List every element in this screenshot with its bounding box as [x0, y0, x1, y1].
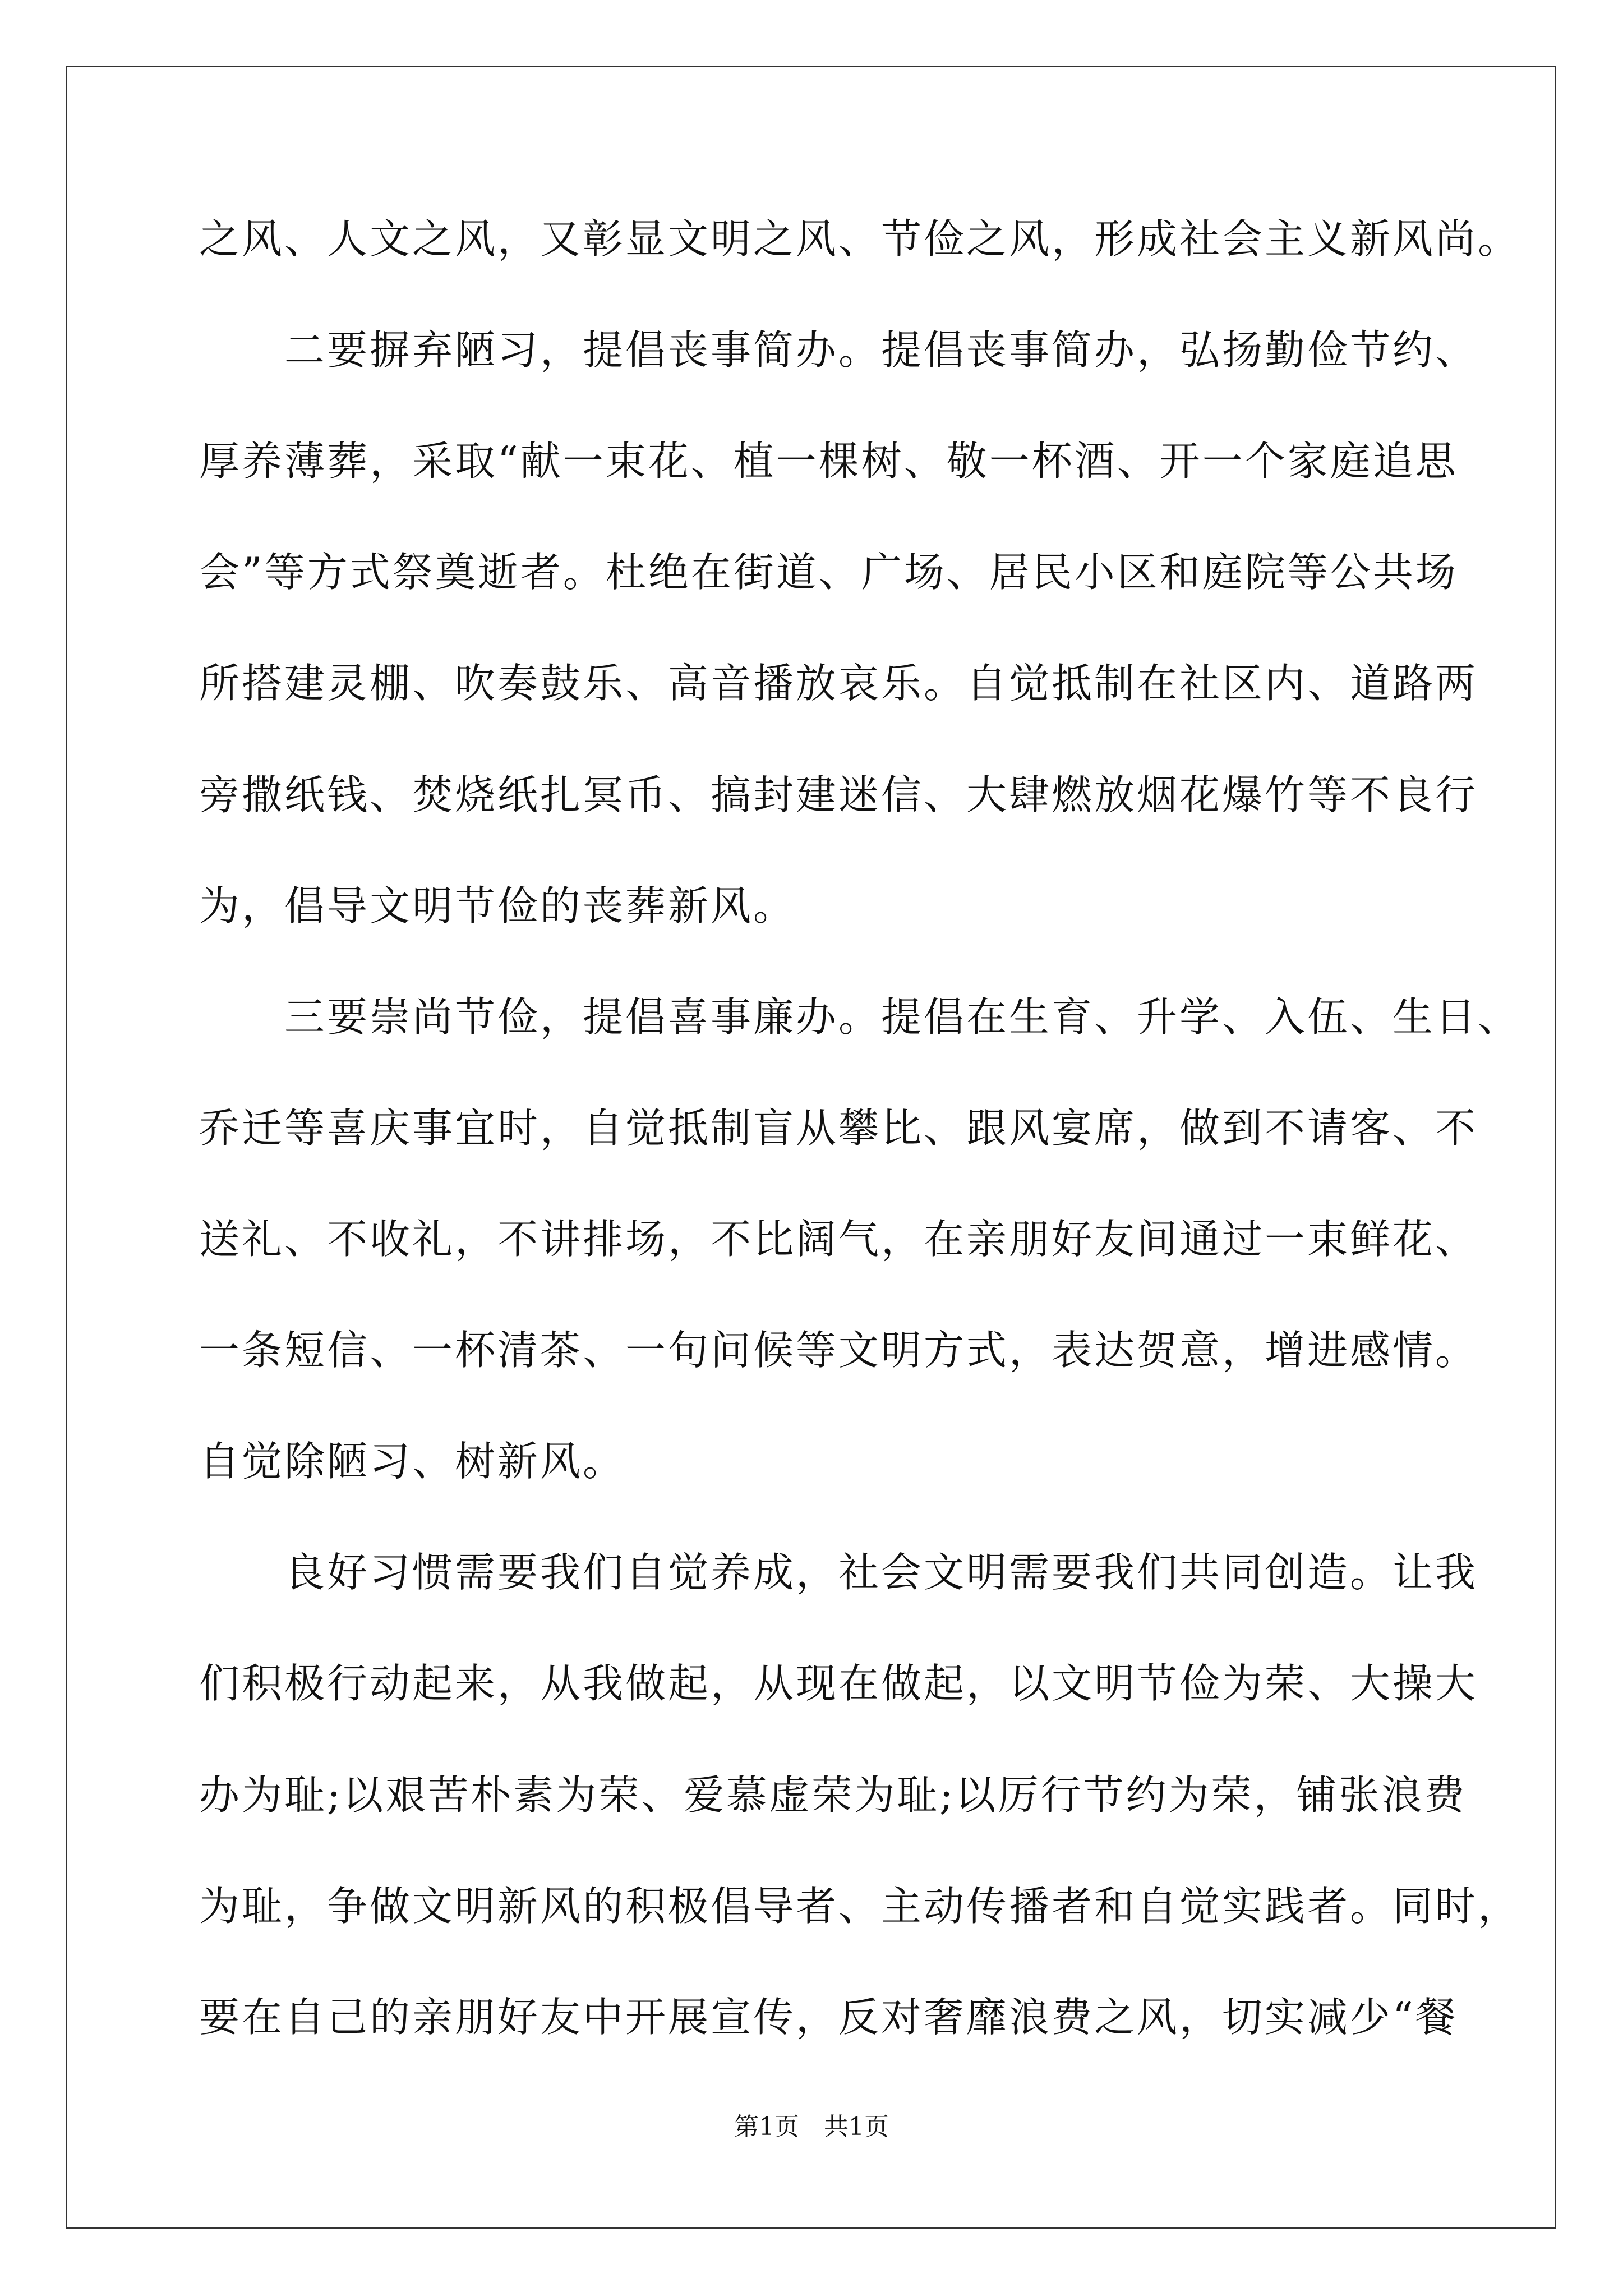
text-line: 们积极行动起来，从我做起，从现在做起，以文明节俭为荣、大操大	[199, 1660, 1478, 1707]
text-line: 良好习惯需要我们自觉养成，社会文明需要我们共同创造。让我	[199, 1549, 1478, 1596]
text-line: 乔迁等喜庆事宜时，自觉抵制盲从攀比、跟风宴席，做到不请客、不	[199, 1105, 1478, 1152]
text-line: 所搭建灵棚、吹奏鼓乐、高音播放哀乐。自觉抵制在社区内、道路两	[199, 660, 1478, 707]
text-line: 之风、人文之风，又彰显文明之风、节俭之风，形成社会主义新风尚。	[199, 215, 1521, 263]
text-line: 厚养薄葬，采取“献一束花、植一棵树、敬一杯酒、开一个家庭追思	[199, 438, 1458, 485]
text-line: 要在自己的亲朋好友中开展宣传，反对奢靡浪费之风，切实减少“餐	[199, 1994, 1458, 2041]
text-line: 送礼、不收礼，不讲排场，不比阔气，在亲朋好友间通过一束鲜花、	[199, 1216, 1478, 1263]
text-line: 为，倡导文明节俭的丧葬新风。	[199, 882, 796, 930]
text-line: 自觉除陋习、树新风。	[199, 1438, 626, 1485]
text-line: 会”等方式祭奠逝者。杜绝在街道、广场、居民小区和庭院等公共场	[199, 549, 1458, 596]
text-line: 二要摒弃陋习，提倡丧事简办。提倡丧事简办，弘扬勤俭节约、	[199, 326, 1478, 374]
text-line: 一条短信、一杯清茶、一句问候等文明方式，表达贺意，增进感情。	[199, 1327, 1478, 1374]
page-number: 第1页 共1页	[734, 2113, 889, 2141]
text-line: 三要崇尚节俭，提倡喜事廉办。提倡在生育、升学、入伍、生日、	[199, 993, 1521, 1041]
text-line: 为耻，争做文明新风的积极倡导者、主动传播者和自觉实践者。同时，	[199, 1883, 1521, 1930]
text-line: 办为耻;以艰苦朴素为荣、爱慕虚荣为耻;以厉行节约为荣，铺张浪费	[199, 1772, 1467, 1819]
text-line: 旁撒纸钱、焚烧纸扎冥币、搞封建迷信、大肆燃放烟花爆竹等不良行	[199, 771, 1478, 818]
